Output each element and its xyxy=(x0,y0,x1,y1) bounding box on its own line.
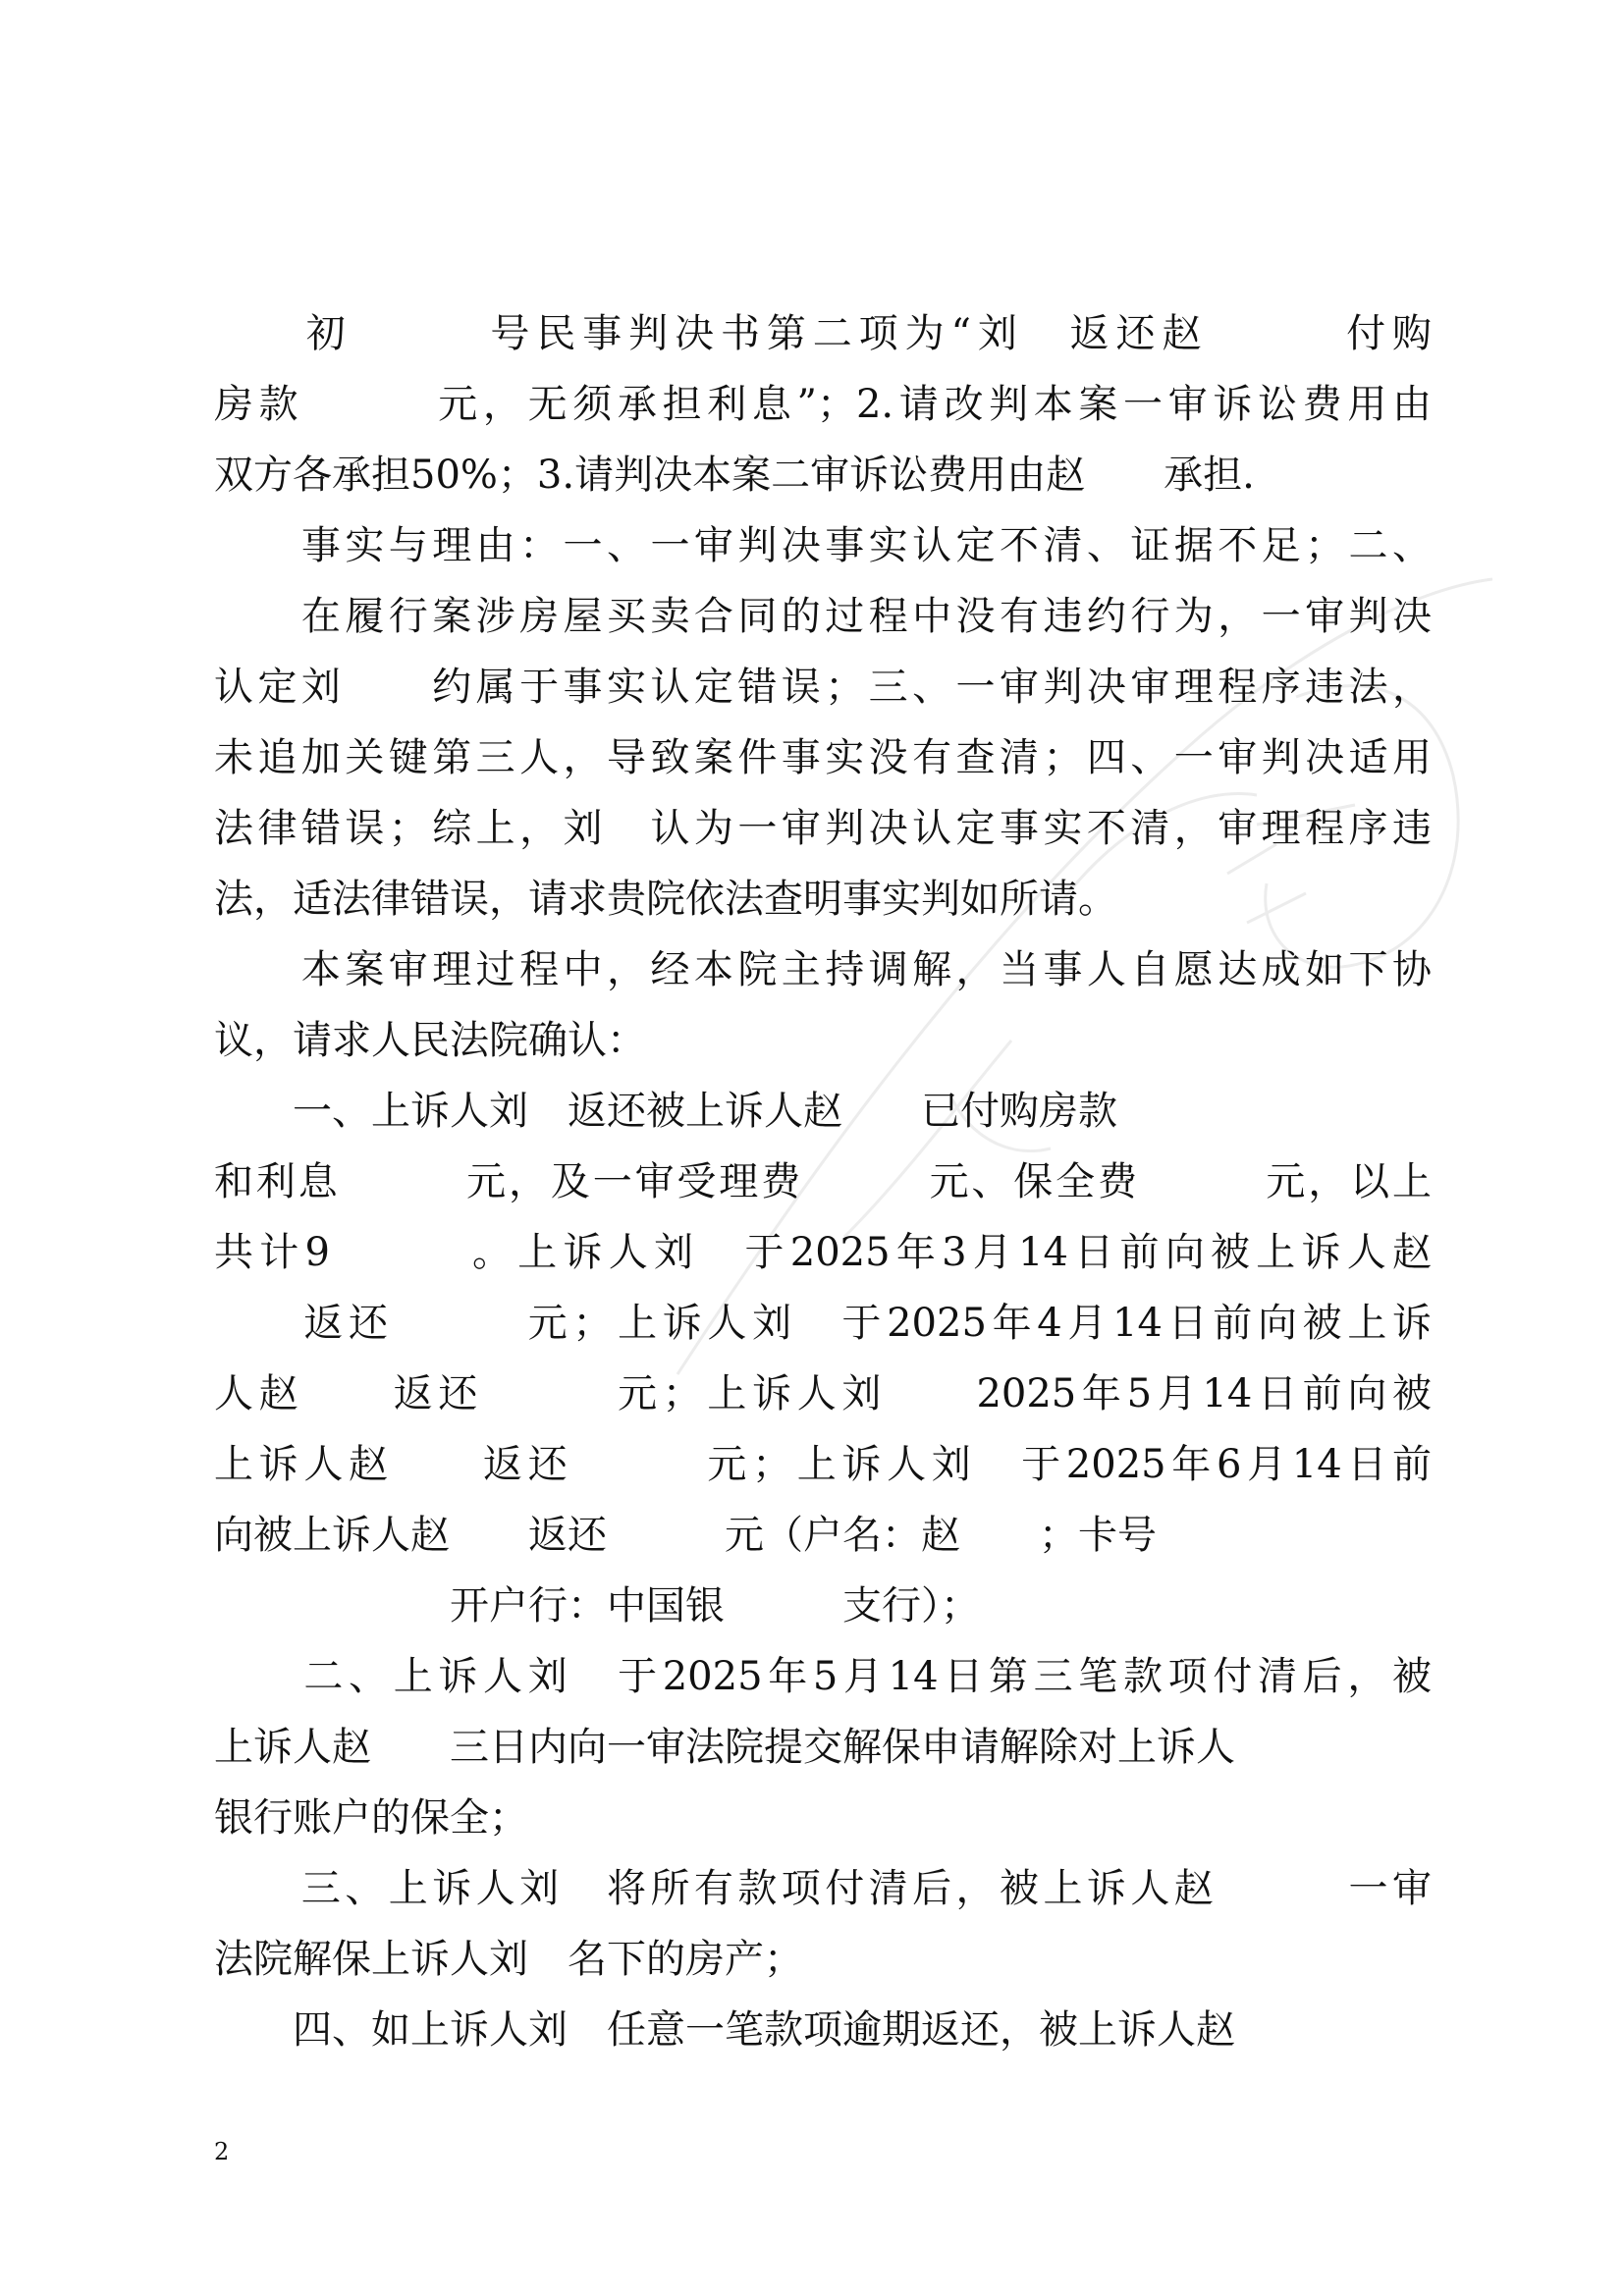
document-line: 二、上诉人刘 于2025年5月14日第三笔款项付清后，被 xyxy=(214,1654,1432,1699)
document-line: 初 号民事判决书第二项为“刘 返还赵 付购 xyxy=(214,311,1432,356)
document-line: 法律错误；综上，刘 认为一审判决认定事实不清，审理程序违 xyxy=(214,806,1432,851)
document-line: 上诉人赵 返还 元；上诉人刘 于2025年6月14日前 xyxy=(214,1442,1432,1487)
document-line: 银行账户的保全； xyxy=(214,1795,528,1841)
document-line: 双方各承担50%；3.请判决本案二审诉讼费用由赵 承担. xyxy=(214,453,1255,498)
document-line: 一、上诉人刘 返还被上诉人赵 已付购房款 xyxy=(214,1089,1117,1134)
document-line: 议，请求人民法院确认： xyxy=(214,1018,646,1063)
document-line: 本案审理过程中，经本院主持调解，当事人自愿达成如下协 xyxy=(214,947,1432,992)
document-line: 三、上诉人刘 将所有款项付清后，被上诉人赵 一审 xyxy=(214,1866,1432,1911)
document-line: 房款 元，无须承担利息”；2.请改判本案一审诉讼费用由 xyxy=(214,382,1432,427)
document-line: 上诉人赵 三日内向一审法院提交解保申请解除对上诉人 xyxy=(214,1725,1235,1770)
document-line: 四、如上诉人刘 任意一笔款项逾期返还，被上诉人赵 xyxy=(214,2007,1235,2053)
document-line: 事实与理由：一、一审判决事实认定不清、证据不足；二、 xyxy=(214,523,1432,568)
document-line: 法，适法律错误，请求贵院依法查明事实判如所请。 xyxy=(214,877,1117,922)
document-line: 人赵 返还 元；上诉人刘 2025年5月14日前向被 xyxy=(214,1371,1432,1416)
document-line: 和利息 元，及一审受理费 元、保全费 元，以上 xyxy=(214,1159,1432,1204)
document-line: 开户行：中国银 支行）； xyxy=(214,1583,980,1629)
document-line: 向被上诉人赵 返还 元（户名：赵 ；卡号 xyxy=(214,1513,1157,1558)
document-line: 法院解保上诉人刘 名下的房产； xyxy=(214,1937,803,1982)
page-number: 2 xyxy=(214,2138,230,2165)
document-line: 返还 元；上诉人刘 于2025年4月14日前向被上诉 xyxy=(214,1301,1432,1346)
document-line: 在履行案涉房屋买卖合同的过程中没有违约行为，一审判决 xyxy=(214,594,1432,639)
document-line: 未追加关键第三人，导致案件事实没有查清；四、一审判决适用 xyxy=(214,735,1432,780)
document-line: 认定刘 约属于事实认定错误；三、一审判决审理程序违法， xyxy=(214,665,1432,710)
document-line: 共计9 。上诉人刘 于2025年3月14日前向被上诉人赵 xyxy=(214,1230,1432,1275)
